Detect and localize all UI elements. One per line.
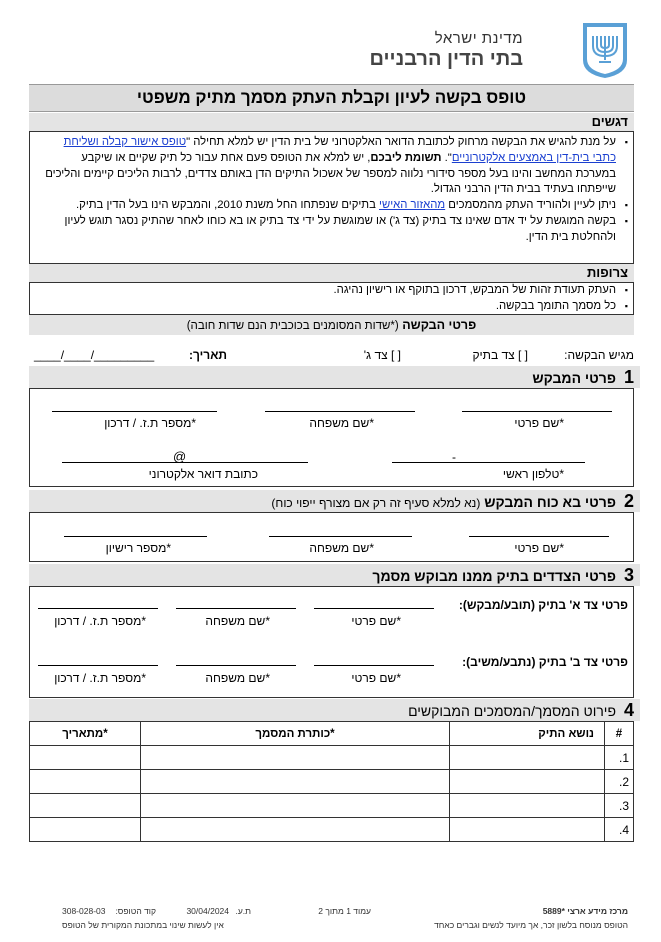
ministry-name: מדינת ישראל xyxy=(434,30,523,47)
party-a-last-name-input[interactable] xyxy=(176,608,296,609)
col-from-date: *מתאריך xyxy=(30,722,141,746)
col-number: # xyxy=(605,722,634,746)
document-title-cell[interactable] xyxy=(141,770,450,794)
form-code-label: קוד הטופס: xyxy=(115,906,156,916)
applicant-email-label: כתובת דואר אלקטרוני xyxy=(148,467,258,481)
attachments-heading: צרופות xyxy=(29,264,634,282)
table-row xyxy=(30,746,634,770)
party-b-first-name-input[interactable] xyxy=(314,665,434,666)
state-emblem-icon xyxy=(575,20,635,80)
attachments-box xyxy=(29,282,634,315)
document-title-cell[interactable] xyxy=(141,746,450,770)
party-a-first-name-input[interactable] xyxy=(314,608,434,609)
case-subject-cell[interactable] xyxy=(450,770,605,794)
attorney-last-name-label: *שם משפחה xyxy=(309,541,374,555)
emphases-box xyxy=(29,131,634,264)
third-party-option-checkbox[interactable]: [ ] צד ג' xyxy=(363,348,401,362)
attachment-item-2: ▪ כל מסמך התומך בבקשה. xyxy=(40,299,626,315)
case-subject-cell[interactable] xyxy=(450,794,605,818)
party-a-id-label: *מספר ת.ז. / דרכון xyxy=(54,614,146,628)
party-a-last-name-label: *שם משפחה xyxy=(205,614,270,628)
row-number: 4. xyxy=(605,818,634,842)
documents-table xyxy=(29,721,634,842)
from-date-cell[interactable] xyxy=(30,818,141,842)
document-title-cell[interactable] xyxy=(141,818,450,842)
attorney-license-label: *מספר רישיון xyxy=(105,541,171,555)
personal-area-link[interactable]: מהאזור האישי xyxy=(379,199,446,212)
form-code: 308-028-03 xyxy=(62,906,106,916)
section2-header: 2פרטי בא כוח המבקש (נא למלא סעיף זה רק אם מצורף ייפוי כוח) xyxy=(29,490,640,512)
attorney-first-name-input[interactable] xyxy=(469,536,609,537)
party-b-id-input[interactable] xyxy=(38,665,158,666)
party-b-label: פרטי צד ב' בתיק (נתבע/משיב): xyxy=(462,655,628,669)
applicant-phone-input[interactable] xyxy=(392,462,585,463)
section4-header: 4פירוט המסמך/המסמכים המבוקשים xyxy=(29,699,640,721)
applicant-label: מגיש הבקשה: xyxy=(564,348,634,362)
no-change-warning: אין לעשות שינוי במתכונת המקורית של הטופס xyxy=(62,920,224,930)
table-row xyxy=(30,794,634,818)
form-date: 30/04/2024 xyxy=(186,906,229,916)
from-date-cell[interactable] xyxy=(30,770,141,794)
page-number: עמוד 1 מתוך 2 xyxy=(318,906,371,916)
party-a-first-name-label: *שם פרטי xyxy=(351,614,401,628)
attorney-first-name-label: *שם פרטי xyxy=(514,541,564,555)
row-number: 1. xyxy=(605,746,634,770)
case-subject-cell[interactable] xyxy=(450,746,605,770)
col-document-title: *כותרת המסמך xyxy=(141,722,450,746)
date-field[interactable]: _________/____/____ xyxy=(34,348,155,362)
party-b-first-name-label: *שם פרטי xyxy=(351,671,401,685)
table-row xyxy=(30,818,634,842)
party-b-last-name-label: *שם משפחה xyxy=(205,671,270,685)
row-number: 2. xyxy=(605,770,634,794)
party-b-id-label: *מספר ת.ז. / דרכון xyxy=(54,671,146,685)
electronic-consent-form-link[interactable]: טופס אישור קבלה ושליחת כתבי בית-דין באמצעים אלקטרוניים xyxy=(63,136,616,164)
applicant-first-name-input[interactable] xyxy=(462,411,612,412)
applicant-last-name-label: *שם משפחה xyxy=(309,416,374,430)
from-date-cell[interactable] xyxy=(30,746,141,770)
attorney-license-input[interactable] xyxy=(64,536,207,537)
request-heading: פרטי הבקשה (*שדות המסומנים בכוכבית הנם שדות חובה) xyxy=(29,315,634,335)
emphasis-item-3: ▪ בקשה המוגשת על יד אדם שאינו צד בתיק (צד ג') או שמוגשת על ידי צד בתיק או בא כוחו לאחר שהתיק נסגר תוגש לעיון ולהחלטת בית הדין. xyxy=(40,214,626,246)
party-b-last-name-input[interactable] xyxy=(176,665,296,666)
from-date-cell[interactable] xyxy=(30,794,141,818)
section3-header: 3פרטי הצדדים בתיק ממנו מבוקש מסמך xyxy=(29,564,640,586)
applicant-last-name-input[interactable] xyxy=(265,411,415,412)
emphases-heading: דגשים xyxy=(29,113,634,131)
col-case-subject: נושא התיק xyxy=(450,722,605,746)
case-subject-cell[interactable] xyxy=(450,818,605,842)
party-option-checkbox[interactable]: [ ] צד בתיק xyxy=(472,348,528,362)
table-row xyxy=(30,770,634,794)
info-center: מרכז מידע ארצי *5889 xyxy=(542,906,628,916)
party-a-id-input[interactable] xyxy=(38,608,158,609)
applicant-id-input[interactable] xyxy=(52,411,217,412)
attachment-item-1: ▪ העתק תעודת זהות של המבקש, דרכון בתוקף או רישיון נהיגה. xyxy=(40,283,626,299)
section1-header: 1פרטי המבקש xyxy=(29,366,640,388)
email-at-sign: @ xyxy=(173,449,187,464)
date-label: תאריך: xyxy=(188,348,227,362)
emphasis-item-1: ▪ על מנת להגיש את הבקשה מרחוק לכתובת הדואר האלקטרוני של בית הדין יש למלא תחילה "טופס אישור קבלה ושליחת כתבי בית-דין באמצעים אלקטרוניים". תשומת ליבכם, יש למלא את הטופס פעם אחת עבור כל תיק שקיים או שיקבע במערכת המחשב והינו בעל מספר סידורי נלווה למספר של אשכול התיקים הדן באותם צדדים, לרבות הליכים קיימים והליכים שייפתחו בעתיד בבית הדין הרבני הגדול. xyxy=(40,135,626,198)
applicant-phone-label: *טלפון ראשי xyxy=(502,467,564,481)
row-number: 3. xyxy=(605,794,634,818)
courts-name: בתי הדין הרבניים xyxy=(369,48,523,70)
form-te-label: ת.ע. xyxy=(235,906,251,916)
document-title-cell[interactable] xyxy=(141,794,450,818)
applicant-id-label: *מספר ת.ז. / דרכון xyxy=(104,416,196,430)
emphasis-item-2: ▪ ניתן לעיין ולהוריד העתק מהמסמכים מהאזור האישי בתיקים שנפתחו החל משנת 2010, והמבקש הינו בעל הדין בתיק. xyxy=(40,198,626,214)
phone-dash: - xyxy=(452,450,456,464)
gender-note: הטופס מנוסח בלשון זכר, אך מיועד לנשים וגברים כאחד xyxy=(434,920,628,930)
applicant-first-name-label: *שם פרטי xyxy=(514,416,564,430)
party-a-label: פרטי צד א' בתיק (תובע/מבקש): xyxy=(458,598,628,612)
form-title: טופס בקשה לעיון וקבלת העתק מסמך מתיק משפטי xyxy=(29,84,634,112)
attorney-last-name-input[interactable] xyxy=(269,536,412,537)
